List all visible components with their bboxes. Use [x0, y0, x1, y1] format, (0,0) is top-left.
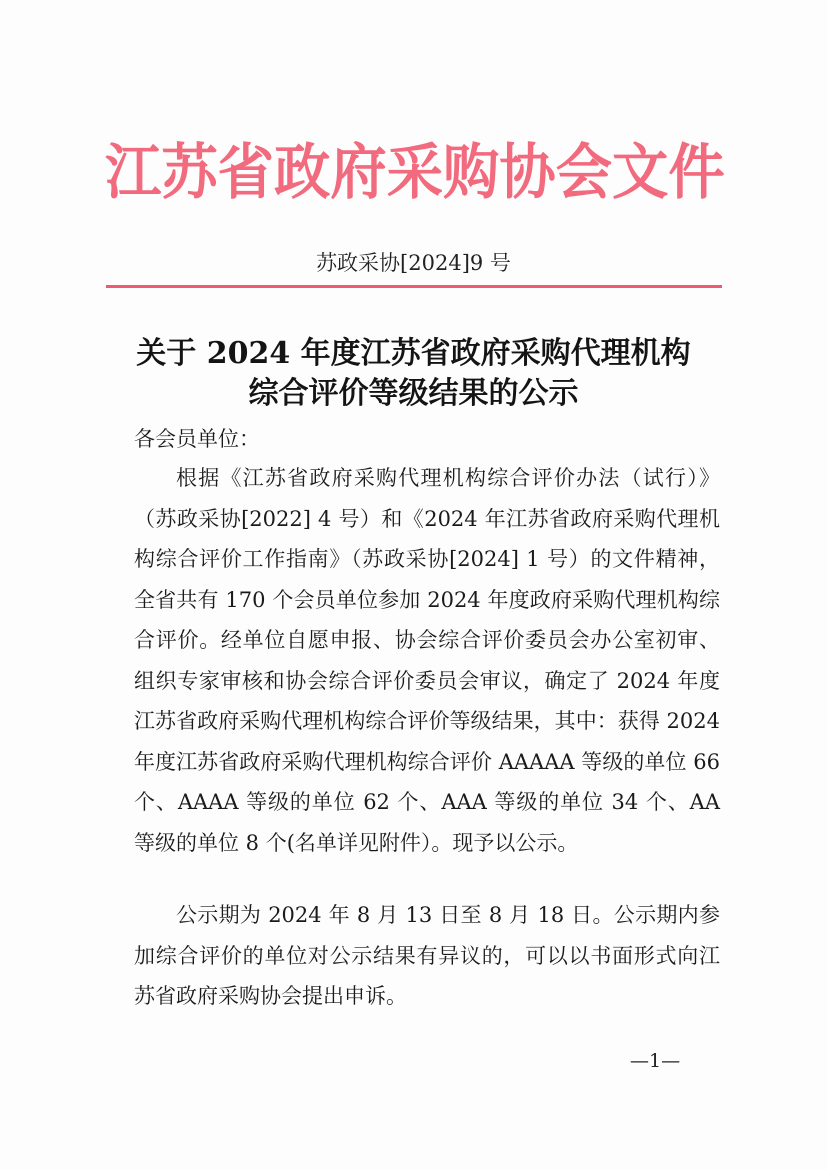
- page-number: —1—: [630, 1050, 681, 1072]
- title-line-2: 综合评价等级结果的公示: [248, 376, 579, 411]
- salutation: 各会员单位：: [134, 427, 260, 451]
- body-paragraph-1: 根据《江苏省政府采购代理机构综合评价办法（试行）》（苏政采协[2022] 4 号）和《2024 年江苏省政府采购代理机构综合评价工作指南》（苏政采协[2024] 1 号）的文件精神，全省共有 170 个会员单位参加 2024 年度政府采购代理机构综合评价。经单位自愿申报、协会综合评价委员会办公室初审、组织专家审核和协会综合评价委员会审议，确定了 2024 年度江苏省政府采购代理机构综合评价等级结果，其中：获得 2024 年度江苏省政府采购代理机构综合评价 AAAAA 等级的单位 66 个、AAAA 等级的单位 62 个、AAA 等级的单位 34 个、AA 等级的单位 8 个(名单详见附件）。现予以公示。: [134, 466, 720, 855]
- organization-masthead: 江苏省政府采购协会文件: [105, 138, 725, 208]
- title-line-1: 关于 2024 年度江苏省政府采购代理机构: [136, 336, 691, 371]
- body-paragraph-2: 公示期为 2024 年 8 月 13 日至 8 月 18 日。公示期内参加综合评价的单位对公示结果有异议的，可以以书面形式向江苏省政府采购协会提出申诉。: [134, 903, 720, 1008]
- red-divider-line: [106, 285, 722, 288]
- document-number: 苏政采协[2024]9 号: [316, 251, 511, 275]
- document-title: [100, 334, 727, 414]
